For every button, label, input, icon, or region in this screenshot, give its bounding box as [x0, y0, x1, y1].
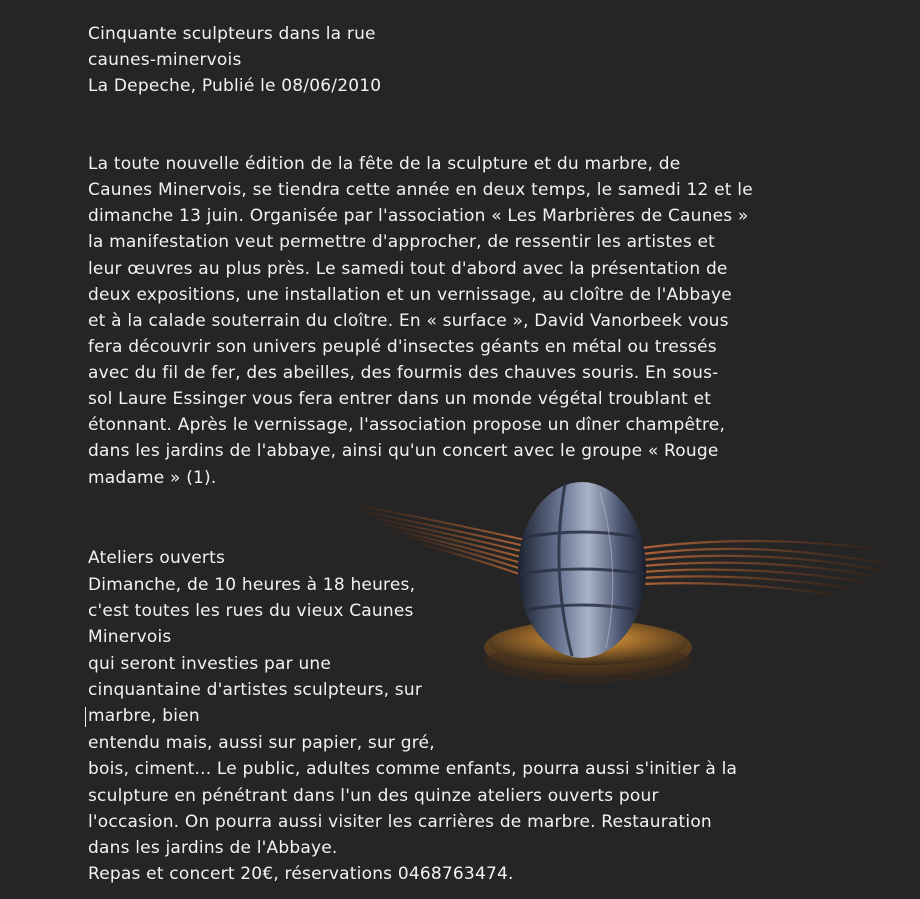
ateliers-line: qui seront investies par une	[88, 654, 332, 674]
paragraph-line: dans les jardins de l'abbaye, ainsi qu'un concert avec le groupe « Rouge	[88, 441, 719, 461]
paragraph-line: fera découvrir son univers peuplé d'insectes géants en métal ou tressés	[88, 337, 717, 357]
ateliers-line: Minervois	[88, 627, 172, 647]
paragraph-line: dimanche 13 juin. Organisée par l'association « Les Marbrières de Caunes »	[88, 206, 749, 226]
paragraph-line: la manifestation veut permettre d'approcher, de ressentir les artistes et	[88, 232, 716, 252]
paragraph-line: sol Laure Essinger vous fera entrer dans un monde végétal troublant et	[88, 389, 712, 409]
section-heading: Ateliers ouverts	[88, 548, 226, 568]
paragraph-line: leur œuvres au plus près. Le samedi tout d'abord avec la présentation de	[88, 259, 728, 279]
booking-info: Repas et concert 20€, réservations 0468763474.	[88, 864, 514, 884]
ateliers-line: marbre, bien	[88, 706, 200, 726]
ateliers-line: dans les jardins de l'Abbaye.	[88, 838, 338, 858]
paragraph-line: La toute nouvelle édition de la fête de la sculpture et du marbre, de	[88, 154, 681, 174]
ateliers-line: bois, ciment... Le public, adultes comme enfants, pourra aussi s'initier à la	[88, 759, 738, 779]
text-cursor	[85, 707, 86, 727]
paragraph-line: et à la calade souterrain du cloître. En « surface », David Vanorbeek vous	[88, 311, 729, 331]
ateliers-line: entendu mais, aussi sur papier, sur gré,	[88, 733, 435, 753]
paragraph-line: Caunes Minervois, se tiendra cette année en deux temps, le samedi 12 et le	[88, 180, 753, 200]
article-location: caunes-minervois	[88, 50, 242, 70]
article-title: Cinquante sculpteurs dans la rue	[88, 24, 376, 44]
paragraph-line: deux expositions, une installation et un vernissage, au cloître de l'Abbaye	[88, 285, 732, 305]
ateliers-line: cinquantaine d'artistes sculpteurs, sur	[88, 680, 423, 700]
article-source: La Depeche, Publié le 08/06/2010	[88, 76, 382, 96]
paragraph-line: avec du fil de fer, des abeilles, des fourmis des chauves souris. En sous-	[88, 363, 719, 383]
ateliers-line: sculpture en pénétrant dans l'un des quinze ateliers ouverts pour	[88, 786, 659, 806]
ateliers-line: c'est toutes les rues du vieux Caunes	[88, 601, 414, 621]
paragraph-line: madame » (1).	[88, 468, 217, 488]
ateliers-line: Dimanche, de 10 heures à 18 heures,	[88, 575, 416, 595]
paragraph-line: étonnant. Après le vernissage, l'association propose un dîner champêtre,	[88, 415, 726, 435]
ateliers-line: l'occasion. On pourra aussi visiter les carrières de marbre. Restauration	[88, 812, 712, 832]
sculpture-photo	[360, 478, 890, 683]
